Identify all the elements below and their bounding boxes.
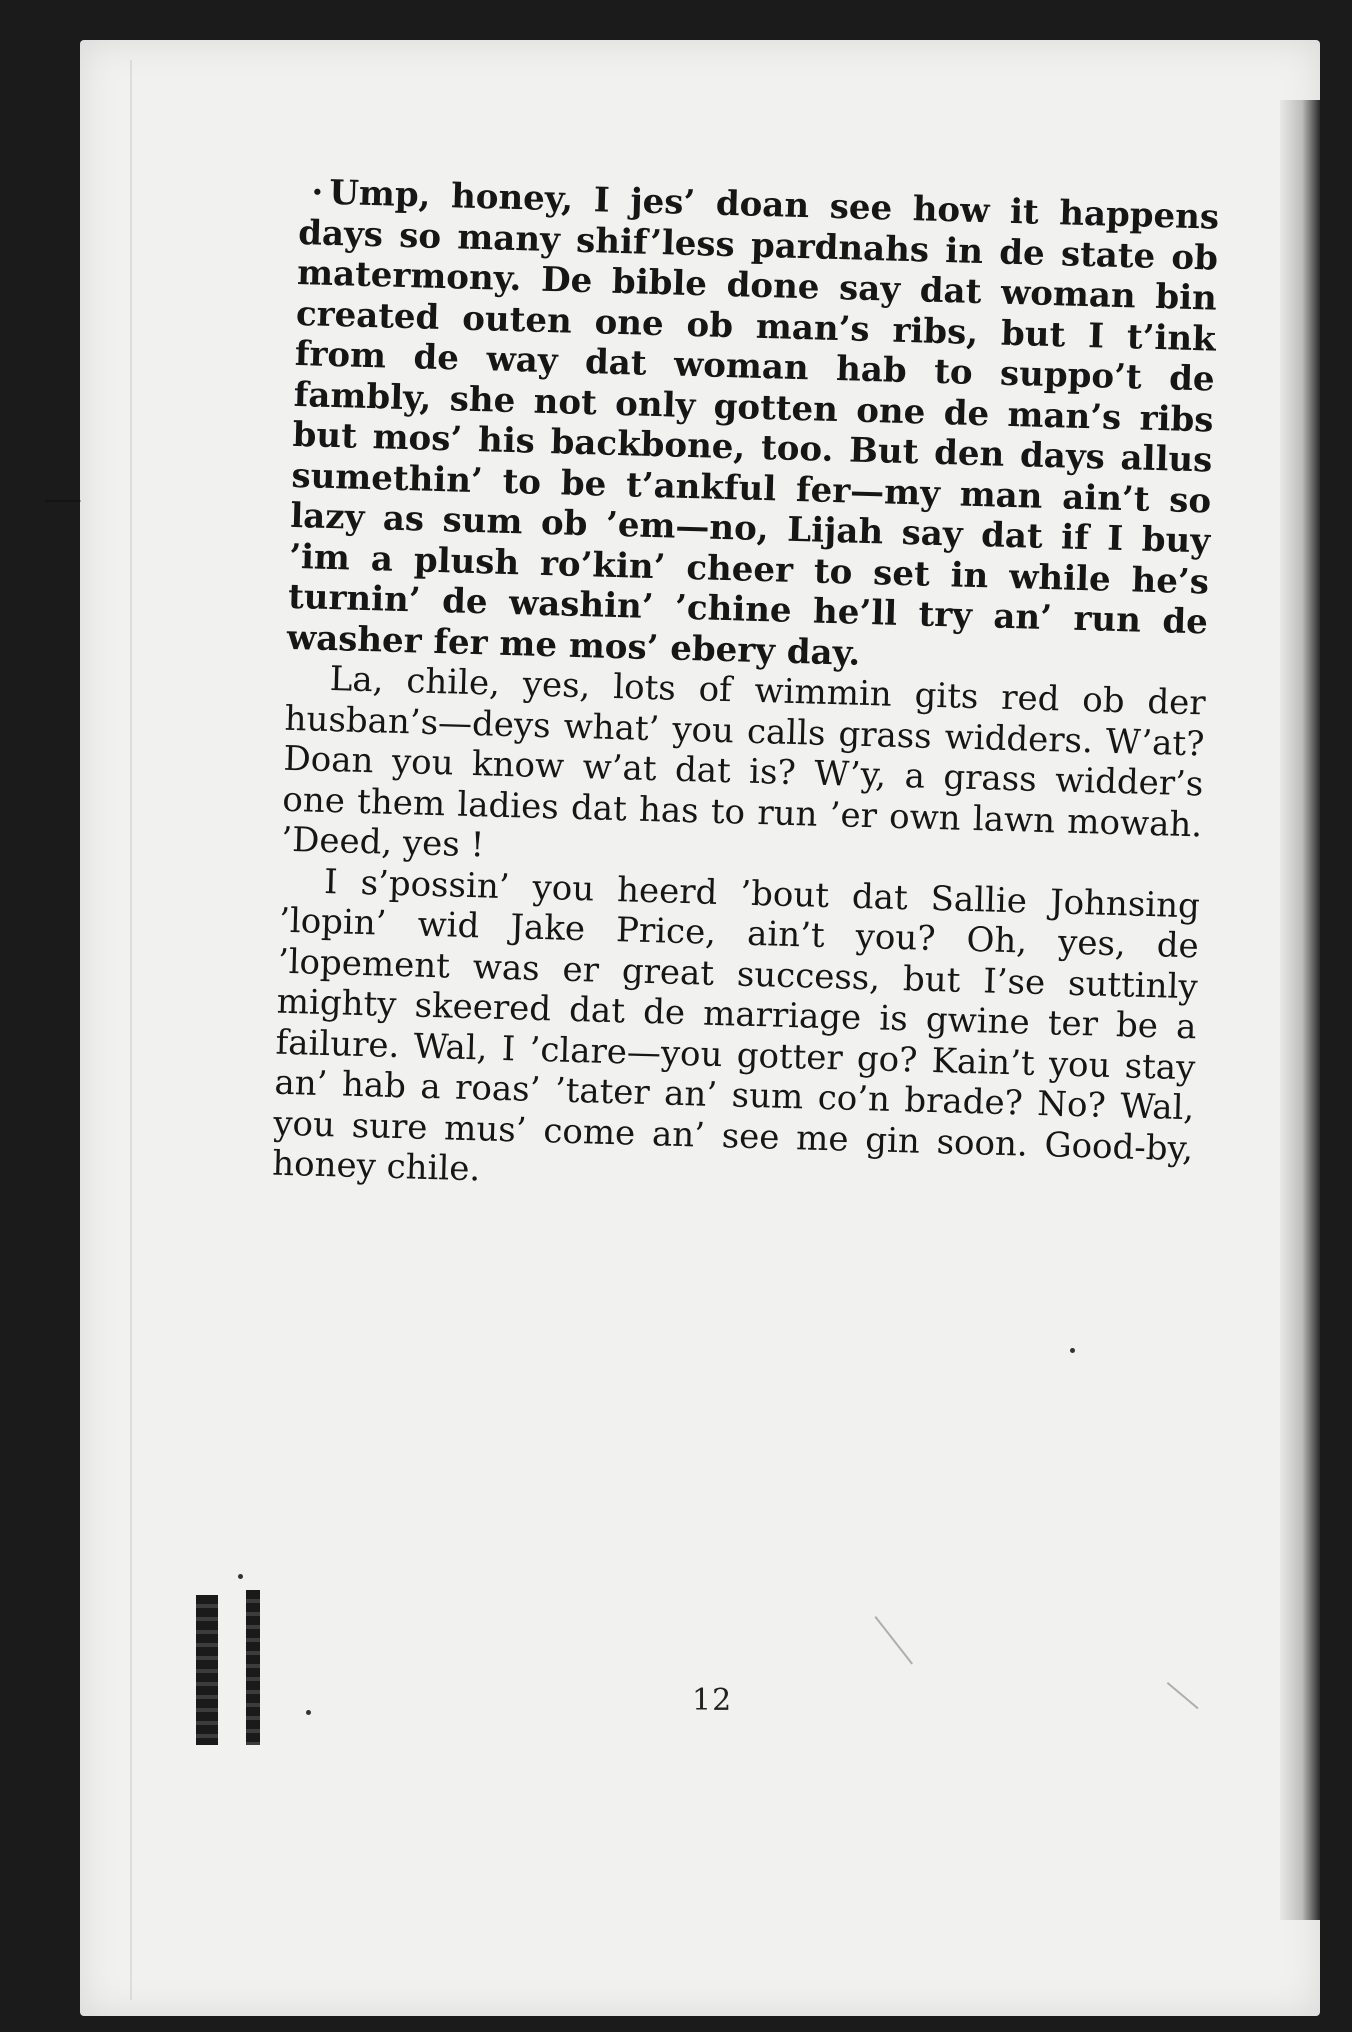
ink-speck [1070,1348,1075,1353]
page-gutter-line [130,60,132,2000]
paragraph-2: La, chile, yes, lots of wimmin gits red ob der husban’s—deys what’ you calls grass widders. W’at? Doan you know w’at dat is? W’y, a grass widder’s one them ladies dat has to run ’er own lawn mowah. ’Deed, yes ! [280,659,1207,866]
ink-speck [306,1710,311,1715]
paper-scratch [45,500,81,502]
page-edge-shadow [1280,100,1320,1920]
binding-mark [246,1590,260,1745]
paragraph-3: I s’possin’ you heerd ’bout dat Sallie Johnsing ’lopin’ wid Jake Price, ain’t you? Oh, yes, de ’lopement was er great success, but I’se suttinly mighty skeered dat de marriage is gwine ter be a failure. Wal, I ’clare—you gotter go? Kain’t you stay an’ hab a roas’ ’tater an’ sum co’n brade? No? Wal, you sure mus’ come an’ see me gin soon. Good-by, honey chile. [271,861,1201,1190]
body-text [272,172,1220,1210]
page-number: 12 [692,1683,733,1718]
paragraph-1: · Ump, honey, I jes’ doan see how it happens days so many shif’less pardnahs in de state ob matermony. De bible done say dat woman bin created outen one ob man’s ribs, but I t’ink from de way dat woman hab to suppo’t de fambly, she not only gotten one de man’s ribs but mos’ his backbone, too. But den days allus sumethin’ to be t’ankful fer—my man ain’t so lazy as sum ob ’em—no, Lijah say dat if I buy ’im a plush ro’kin’ cheer to set in while he’s turnin’ de washin’ ’chine he’ll try an’ run de washer fer me mos’ ebery day. [286,172,1219,683]
binding-mark [196,1595,218,1745]
ink-speck [238,1574,243,1579]
